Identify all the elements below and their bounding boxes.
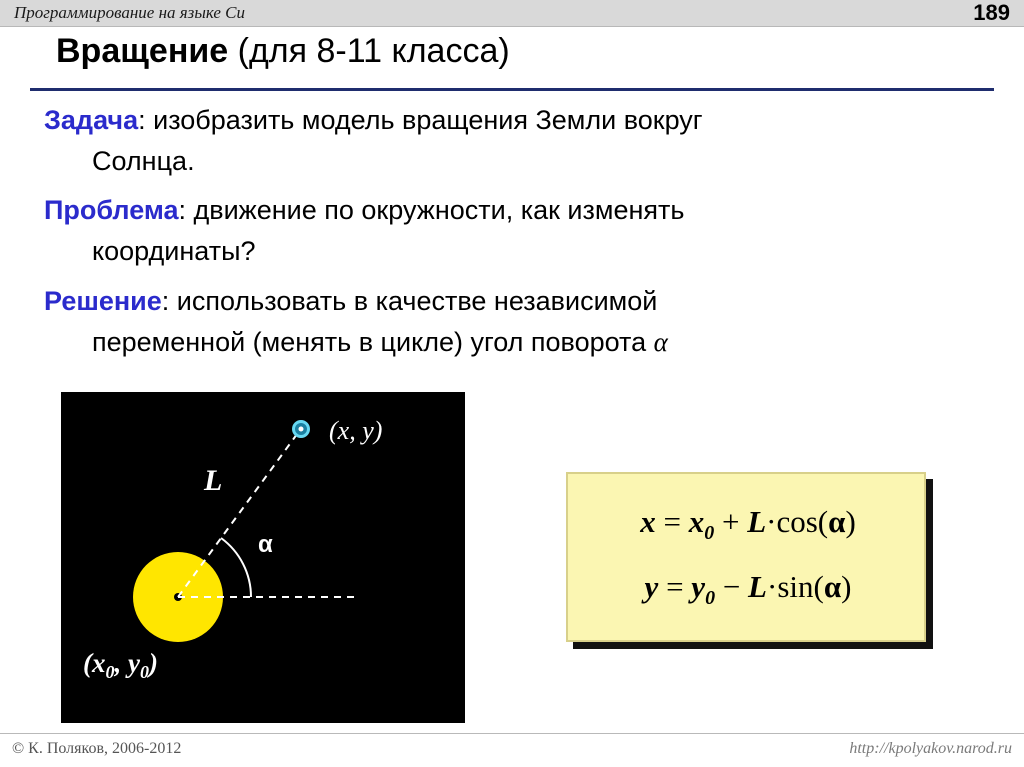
formula-y-len: L (748, 569, 767, 604)
paragraph-solution-text (44, 281, 944, 363)
formula-y-func: sin( (777, 569, 824, 604)
formula-y-lhs: y (644, 569, 659, 604)
rotation-diagram-svg (61, 392, 465, 723)
formula-x-func: cos( (776, 504, 829, 539)
angle-label: α (258, 531, 273, 558)
alpha-symbol: α (653, 327, 668, 357)
formula-y-var0: y (691, 569, 706, 604)
paragraph-task (44, 100, 944, 192)
paragraph-solution-line2 (44, 322, 944, 363)
formula-x-sub0: 0 (704, 522, 715, 545)
paragraph-problem-text (44, 190, 944, 272)
footer-divider (0, 733, 1024, 734)
paragraph-task-lead: Задача (44, 105, 139, 135)
paragraph-problem (44, 190, 944, 282)
center-coordinates-label: ($x_0$, $y_0$) (83, 648, 158, 682)
formula-y-dot: · (766, 569, 778, 604)
earth-point-center (299, 427, 304, 432)
rotation-diagram (61, 392, 465, 723)
formula-y-sub0: 0 (705, 587, 716, 610)
formula-x-close: ) (845, 504, 856, 539)
paragraph-task-line2: Солнца. (92, 146, 195, 176)
page-number: 189 (973, 0, 1010, 25)
paragraph-solution-line2-text: переменной (менять в цикле) угол поворота (92, 327, 654, 357)
formula-x-arg: α (828, 504, 846, 539)
paragraph-solution (44, 281, 944, 373)
formula-x-var0: x (688, 504, 705, 539)
footer-url[interactable]: http://kpolyakov.narod.ru (849, 740, 1012, 757)
page-title-main: Вращение (56, 32, 229, 70)
paragraph-problem-rest: : движение по окружности, как изменять (178, 195, 685, 225)
formula-x-plus: + (714, 504, 748, 539)
formula-line-x (568, 504, 928, 545)
formula-box (566, 472, 926, 642)
page-title-suffix: (для 8-11 класса) (228, 32, 510, 70)
formula-x-eq: = (655, 504, 689, 539)
paragraph-problem-lead: Проблема (44, 195, 179, 225)
angle-arc (221, 538, 251, 597)
formula-y-close: ) (841, 569, 852, 604)
title-divider (30, 88, 994, 91)
paragraph-solution-lead: Решение (44, 286, 162, 316)
course-title: Программирование на языке Си (14, 3, 245, 22)
paragraph-solution-rest: : использовать в качестве независимой (161, 286, 658, 316)
formula-y-arg: α (823, 569, 842, 604)
paragraph-task-rest: : изобразить модель вращения Земли вокруг (138, 105, 703, 135)
paragraph-task-text (44, 100, 944, 182)
radius-label: L (204, 464, 223, 497)
page-title (56, 32, 510, 71)
formula-x-len: L (747, 504, 767, 539)
formula-x-dot: · (766, 504, 777, 539)
formula-x-lhs: x (640, 504, 656, 539)
radius-line (178, 430, 300, 597)
formula-y-eq: = (658, 569, 692, 604)
paragraph-problem-line2: координаты? (92, 236, 256, 266)
point-label: (x, y) (329, 416, 383, 445)
formula-line-y (568, 569, 928, 610)
header-bar (0, 0, 1024, 27)
footer-copyright: © К. Поляков, 2006-2012 (12, 740, 182, 757)
formula-y-minus: − (715, 569, 749, 604)
